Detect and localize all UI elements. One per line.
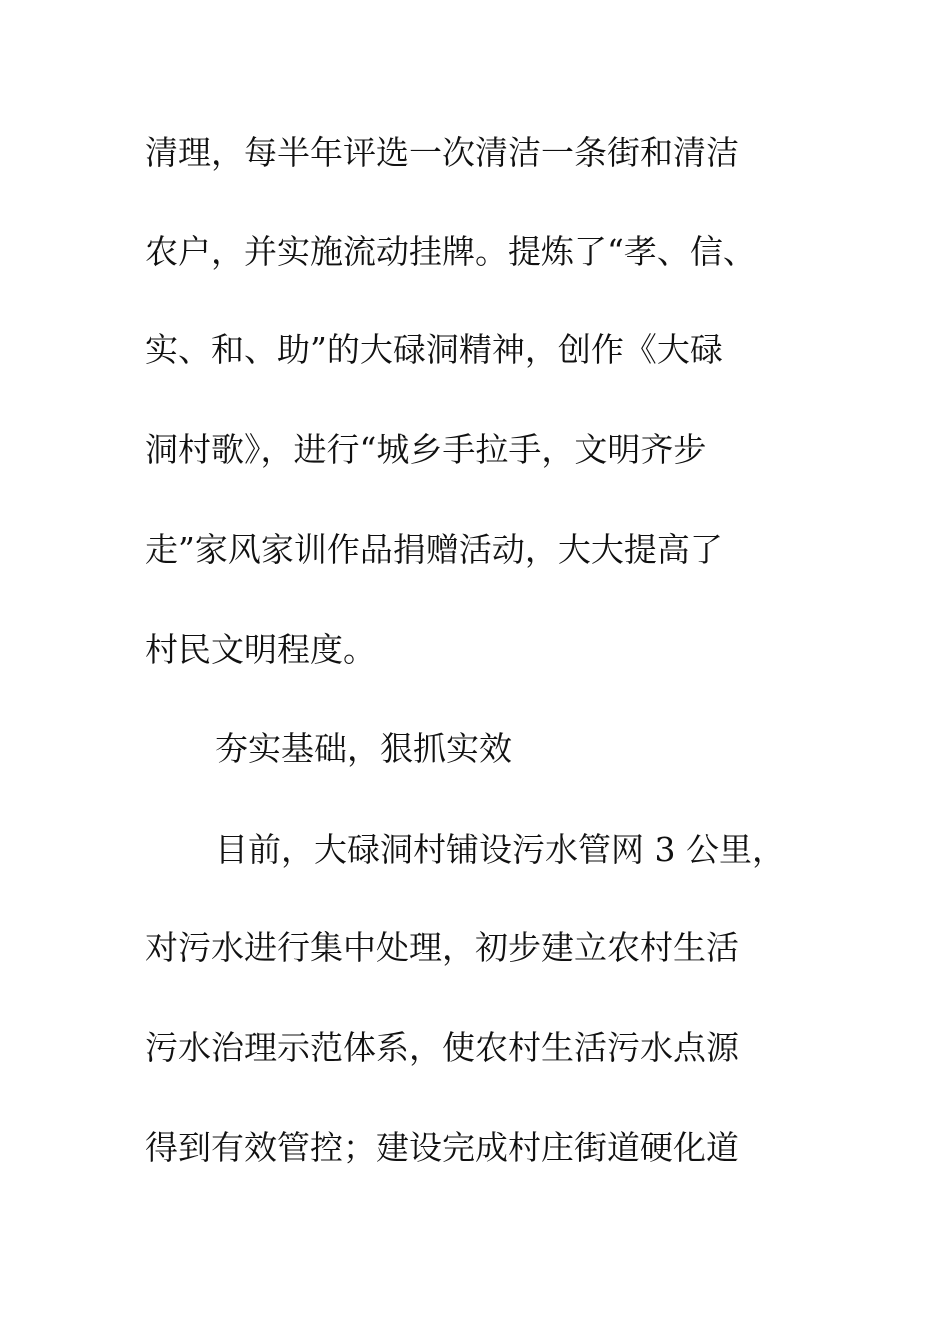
paragraph-first-line: 目前，大碌洞村铺设污水管网 3 公里，	[215, 830, 785, 869]
text-line: 得到有效管控；建设完成村庄街道硬化道	[145, 1128, 739, 1167]
text-line: 实、和、助”的大碌洞精神，创作《大碌	[145, 330, 723, 369]
section-heading: 夯实基础，狠抓实效	[215, 729, 512, 768]
text-line: 对污水进行集中处理，初步建立农村生活	[145, 928, 739, 967]
text-line: 污水治理示范体系，使农村生活污水点源	[145, 1028, 739, 1067]
text-line: 洞村歌》，进行“城乡手拉手，文明齐步	[145, 430, 707, 469]
text-line: 农户，并实施流动挂牌。提炼了“孝、信、	[145, 232, 756, 271]
text-line: 清理，每半年评选一次清洁一条街和清洁	[145, 133, 739, 172]
text-line: 走”家风家训作品捐赠活动，大大提高了	[145, 530, 723, 569]
text-line: 村民文明程度。	[145, 630, 376, 669]
